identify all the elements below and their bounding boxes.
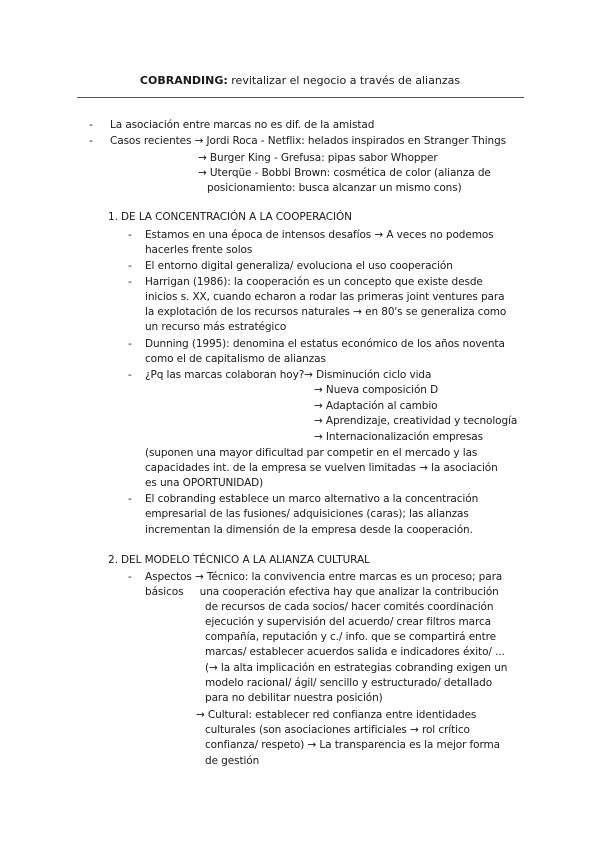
bullet-dash: - bbox=[128, 369, 132, 381]
section1-line: → Nueva composición D bbox=[314, 384, 439, 396]
section1-line: empresarial de las fusiones/ adquisiciones (caras); las alianzas bbox=[145, 508, 469, 520]
section1-line: → Aprendizaje, creatividad y tecnología bbox=[314, 415, 518, 427]
section2-heading: 2. DEL MODELO TÉCNICO A LA ALIANZA CULTURAL bbox=[108, 554, 370, 566]
section1-line: (suponen una mayor dificultad par competir en el mercado y las bbox=[145, 447, 478, 459]
intro-line: posicionamiento: busca alcanzar un mismo cons) bbox=[207, 182, 462, 194]
section2-line: (→ la alta implicación en estrategias cobranding exigen un bbox=[205, 662, 508, 674]
section2-line: básicos una cooperación efectiva hay que analizar la contribución bbox=[145, 586, 499, 598]
bullet-dash: - bbox=[128, 260, 132, 272]
section1-line: inicios s. XX, cuando echaron a rodar las primeras joint ventures para bbox=[145, 291, 505, 303]
section2-line: para no debilitar nuestra posición) bbox=[205, 692, 383, 704]
section1-line: hacerles frente solos bbox=[145, 244, 253, 256]
section1-line: → Internacionalización empresas bbox=[314, 431, 483, 443]
title-bold: COBRANDING: bbox=[139, 74, 228, 87]
section2-line: marcas/ establecer acuerdos salida e indicadores éxito/ ... bbox=[205, 646, 505, 658]
section1-line: → Adaptación al cambio bbox=[314, 400, 438, 412]
bullet-dash: - bbox=[89, 119, 93, 131]
section2-line: → Cultural: establecer red confianza entre identidades bbox=[196, 709, 477, 721]
bullet-dash: - bbox=[128, 493, 132, 505]
bullet-dash: - bbox=[128, 338, 132, 350]
section2-line: compañía, reputación y c./ info. que se compartirá entre bbox=[205, 631, 496, 643]
section1-line: Estamos en una época de intensos desafíos → A veces no podemos bbox=[145, 229, 494, 241]
section1-heading: 1. DE LA CONCENTRACIÓN A LA COOPERACIÓN bbox=[108, 211, 352, 223]
title-divider bbox=[77, 97, 524, 98]
section1-line: Harrigan (1986): la cooperación es un concepto que existe desde bbox=[145, 276, 483, 288]
section1-line: la explotación de los recursos naturales → en 80's se generaliza como bbox=[145, 306, 507, 318]
section2-line: ejecución y supervisión del acuerdo/ crear filtros marca bbox=[205, 616, 491, 628]
section2-line: Aspectos → Técnico: la convivencia entre marcas es un proceso; para bbox=[145, 571, 503, 583]
section1-line: incrementan la dimensión de la empresa desde la cooperación. bbox=[145, 524, 473, 536]
section1-line: como el de capitalismo de alianzas bbox=[145, 353, 326, 365]
section1-line: un recurso más estratégico bbox=[145, 321, 287, 333]
section1-line: ¿Pq las marcas colaboran hoy?→ Disminución ciclo vida bbox=[145, 369, 432, 381]
section2-line: culturales (son asociaciones artificiales → rol crítico bbox=[205, 724, 470, 736]
intro-line: → Burger King - Grefusa: pipas sabor Whopper bbox=[198, 152, 438, 164]
page-title bbox=[0, 74, 600, 87]
section1-line: capacidades int. de la empresa se vuelven limitadas → la asociación bbox=[145, 462, 498, 474]
title-rest: revitalizar el negocio a través de alianzas bbox=[227, 74, 461, 87]
section1-line: es una OPORTUNIDAD) bbox=[145, 477, 264, 489]
bullet-dash: - bbox=[89, 135, 93, 147]
intro-line: Casos recientes → Jordi Roca - Netflix: helados inspirados en Stranger Things bbox=[110, 135, 507, 147]
section2-line: confianza/ respeto) → La transparencia es la mejor forma bbox=[205, 739, 500, 751]
bullet-dash: - bbox=[128, 229, 132, 241]
bullet-dash: - bbox=[128, 276, 132, 288]
intro-line: La asociación entre marcas no es dif. de la amistad bbox=[110, 119, 375, 131]
section1-line: El cobranding establece un marco alternativo a la concentración bbox=[145, 493, 479, 505]
bullet-dash: - bbox=[128, 571, 132, 583]
section2-line: modelo racional/ ágil/ sencillo y estructurado/ detallado bbox=[205, 677, 493, 689]
section1-line: El entorno digital generaliza/ evoluciona el uso cooperación bbox=[145, 260, 453, 272]
section2-line: de gestión bbox=[205, 755, 260, 767]
section1-line: Dunning (1995): denomina el estatus económico de los años noventa bbox=[145, 338, 505, 350]
section2-line: de recursos de cada socios/ hacer comités coordinación bbox=[205, 601, 494, 613]
intro-line: → Uterqüe - Bobbi Brown: cosmética de color (alianza de bbox=[198, 167, 491, 179]
